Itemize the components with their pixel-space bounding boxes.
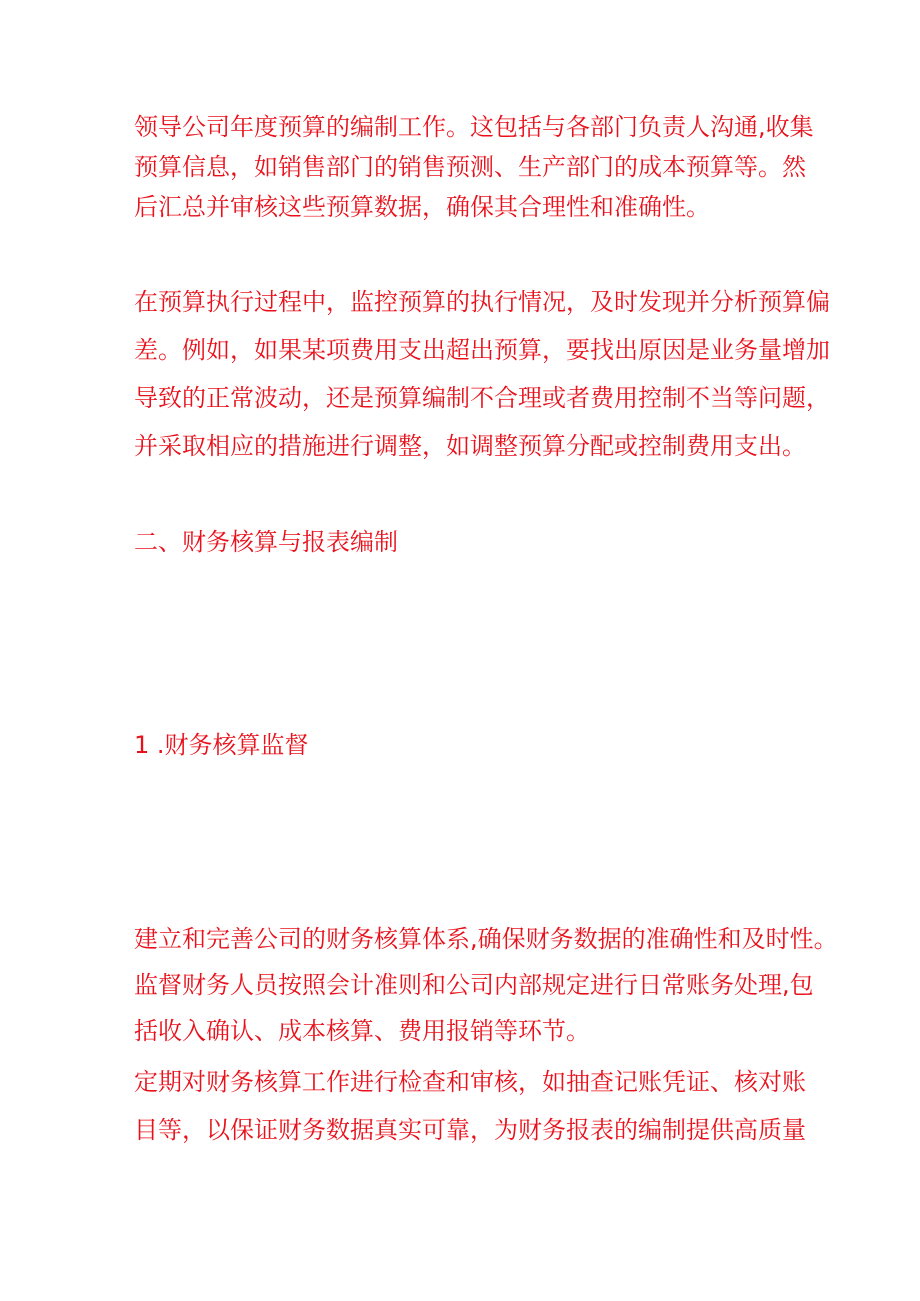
text-line: 领导公司年度预算的编制工作。这包括与各部门负责人沟通,收集: [134, 113, 814, 141]
text-line: 目等，以保证财务数据真实可靠，为财务报表的编制提供高质量: [134, 1116, 806, 1144]
text-line: 定期对财务核算工作进行检查和审核，如抽查记账凭证、核对账: [134, 1068, 806, 1096]
section-heading: 二、财务核算与报表编制: [134, 528, 398, 556]
text-line: 建立和完善公司的财务核算体系,确保财务数据的准确性和及时性。: [134, 925, 838, 953]
text-line: 在预算执行过程中，监控预算的执行情况，及时发现并分析预算偏: [134, 288, 830, 316]
text-line: 预算信息，如销售部门的销售预测、生产部门的成本预算等。然: [134, 153, 806, 181]
text-line: 并采取相应的措施进行调整，如调整预算分配或控制费用支出。: [134, 432, 806, 460]
text-line: 差。例如，如果某项费用支出超出预算，要找出原因是业务量增加: [134, 336, 830, 364]
text-line: 括收入确认、成本核算、费用报销等环节。: [134, 1017, 590, 1045]
subsection-heading: 1 .财务核算监督: [134, 731, 309, 759]
text-line: 导致的正常波动，还是预算编制不合理或者费用控制不当等问题，: [134, 384, 830, 412]
text-line: 后汇总并审核这些预算数据，确保其合理性和准确性。: [134, 193, 710, 221]
text-line: 监督财务人员按照会计准则和公司内部规定进行日常账务处理,包: [134, 971, 814, 999]
